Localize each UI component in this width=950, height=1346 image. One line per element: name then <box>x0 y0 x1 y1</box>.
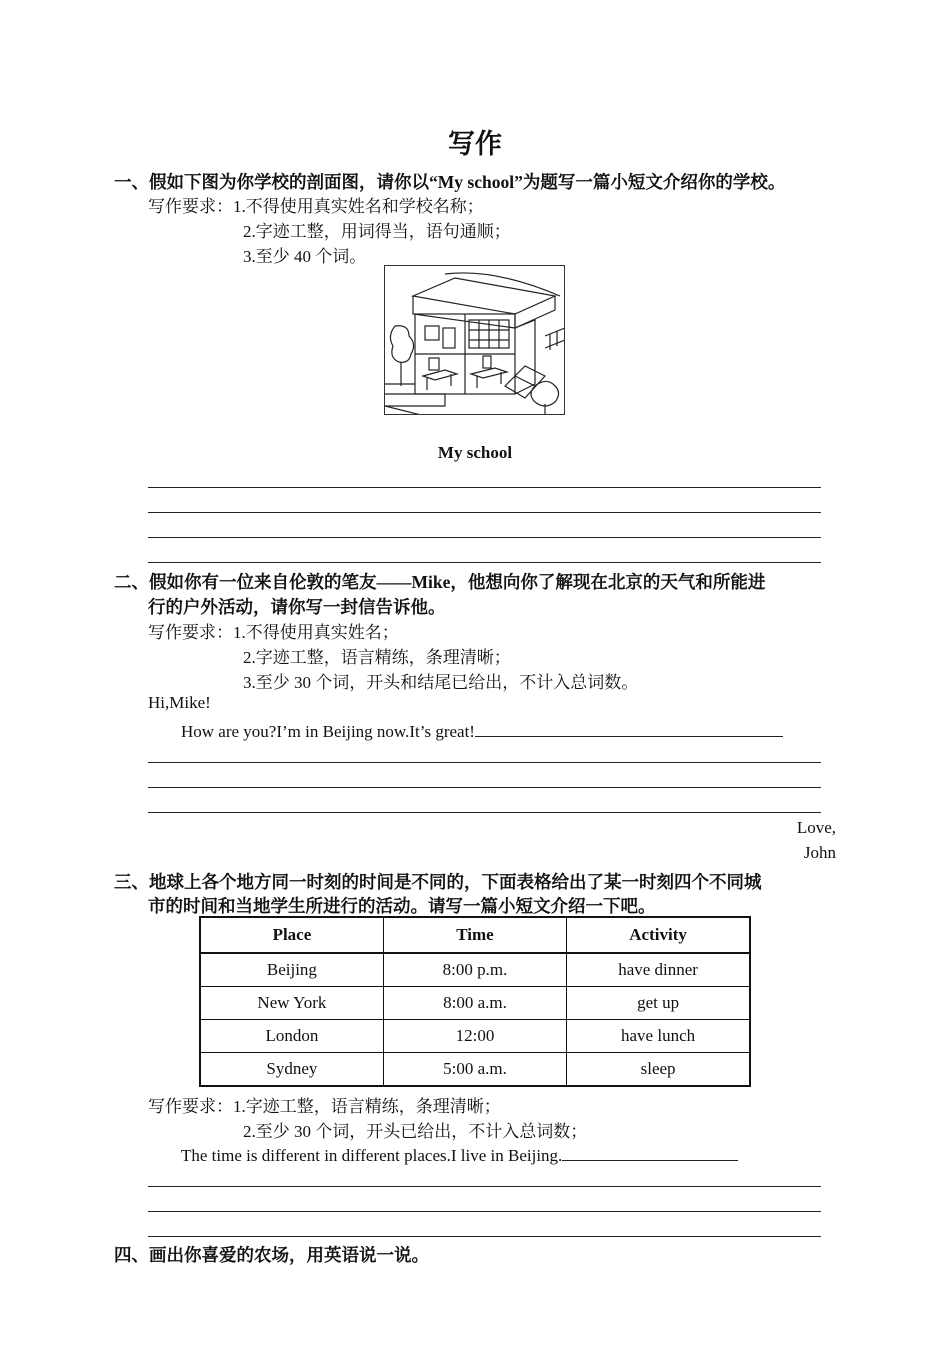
writing-line[interactable] <box>148 537 821 538</box>
header-time: Time <box>383 917 566 953</box>
cell-activity: get up <box>567 987 750 1020</box>
cell-place: Sydney <box>200 1053 383 1087</box>
letter-opening-text: How are you?I’m in Beijing now.It’s great! <box>181 722 475 741</box>
writing-line[interactable] <box>148 562 821 563</box>
table-header-row <box>200 917 750 953</box>
letter-closing: Love, <box>796 818 836 837</box>
section3-req-1-text: 1.字迹工整，语言精练，条理清晰； <box>233 1097 501 1116</box>
cell-time: 5:00 a.m. <box>383 1053 566 1087</box>
writing-line[interactable] <box>148 1186 821 1187</box>
section2-prompt-b: ，他想向你了解现在北京的天气和所能进 <box>450 573 766 593</box>
section2-dash: —— <box>376 572 412 592</box>
writing-line[interactable] <box>148 1211 821 1212</box>
cell-place: Beijing <box>200 953 383 987</box>
section1-prompt-b: 为题写一篇小短文介绍你的学校。 <box>522 173 786 193</box>
section2-number: 二、 <box>114 573 149 593</box>
letter-opening <box>181 718 783 742</box>
cell-activity: sleep <box>567 1053 750 1087</box>
letter-signature: John <box>803 843 836 862</box>
section4-prompt-text: 画出你喜爱的农场，用英语说一说。 <box>149 1246 429 1266</box>
section2-requirement-2: 2.字迹工整，语言精练，条理清晰； <box>243 648 511 667</box>
section3-req-label: 写作要求： <box>148 1097 233 1117</box>
section3-prompt-line1 <box>114 869 762 894</box>
section3-number: 三、 <box>114 873 149 893</box>
section3-requirement-1 <box>148 1092 501 1117</box>
header-activity: Activity <box>567 917 750 953</box>
section2-prompt-a: 假如你有一位来自伦敦的笔友 <box>149 573 377 593</box>
letter-greeting: Hi,Mike! <box>148 693 211 712</box>
section2-name: Mike <box>411 572 451 592</box>
writing-line[interactable] <box>148 1236 821 1237</box>
section2-req-1-text: 1.不得使用真实姓名； <box>233 623 399 642</box>
cell-time: 8:00 a.m. <box>383 987 566 1020</box>
table-row <box>200 1020 750 1053</box>
section3-opening <box>181 1142 738 1166</box>
section4-prompt <box>114 1242 429 1267</box>
section1-requirement-1 <box>148 192 484 217</box>
city-time-table <box>199 916 751 1087</box>
section1-requirement-3: 3.至少 40 个词。 <box>243 247 367 266</box>
letter-opening-blank[interactable] <box>475 718 783 737</box>
page-title: 写作 <box>448 129 502 160</box>
section2-req-label: 写作要求： <box>148 623 233 643</box>
section2-requirement-3: 3.至少 30 个词，开头和结尾已给出，不计入总词数。 <box>243 673 639 692</box>
cell-time: 8:00 p.m. <box>383 953 566 987</box>
section2-prompt-line1 <box>114 569 765 594</box>
writing-line[interactable] <box>148 762 821 763</box>
table-row <box>200 953 750 987</box>
section3-opening-blank[interactable] <box>562 1142 738 1161</box>
writing-line[interactable] <box>148 812 821 813</box>
cell-place: New York <box>200 987 383 1020</box>
essay-title-my-school: My school <box>437 443 513 462</box>
section1-prompt <box>114 169 785 194</box>
section2-requirement-1 <box>148 618 399 643</box>
table-row <box>200 987 750 1020</box>
table-row <box>200 1053 750 1087</box>
school-cross-section-image <box>384 265 565 415</box>
school-drawing <box>385 266 565 415</box>
section4-number: 四、 <box>114 1246 149 1266</box>
section3-requirement-2: 2.至少 30 个词，开头已给出，不计入总词数； <box>243 1122 588 1141</box>
writing-line[interactable] <box>148 487 821 488</box>
section1-req-label: 写作要求： <box>148 197 233 217</box>
section1-requirement-2: 2.字迹工整，用词得当，语句通顺； <box>243 222 511 241</box>
cell-time: 12:00 <box>383 1020 566 1053</box>
cell-activity: have lunch <box>567 1020 750 1053</box>
section2-prompt-line2: 行的户外活动，请你写一封信告诉他。 <box>148 598 446 618</box>
section3-prompt-a: 地球上各个地方同一时刻的时间是不同的，下面表格给出了某一时刻四个不同城 <box>149 873 762 893</box>
writing-line[interactable] <box>148 787 821 788</box>
section3-prompt-line2: 市的时间和当地学生所进行的活动。请写一篇小短文介绍一下吧。 <box>148 897 656 917</box>
section1-prompt-a: 假如下图为你学校的剖面图，请你以 <box>149 173 429 193</box>
section3-opening-text: The time is different in different places.I live in Beijing. <box>181 1146 563 1165</box>
cell-activity: have dinner <box>567 953 750 987</box>
header-place: Place <box>200 917 383 953</box>
section1-topic: “My school” <box>429 172 523 192</box>
cell-place: London <box>200 1020 383 1053</box>
section1-number: 一、 <box>114 173 149 193</box>
section1-req-1-text: 1.不得使用真实姓名和学校名称； <box>233 197 484 216</box>
writing-line[interactable] <box>148 512 821 513</box>
